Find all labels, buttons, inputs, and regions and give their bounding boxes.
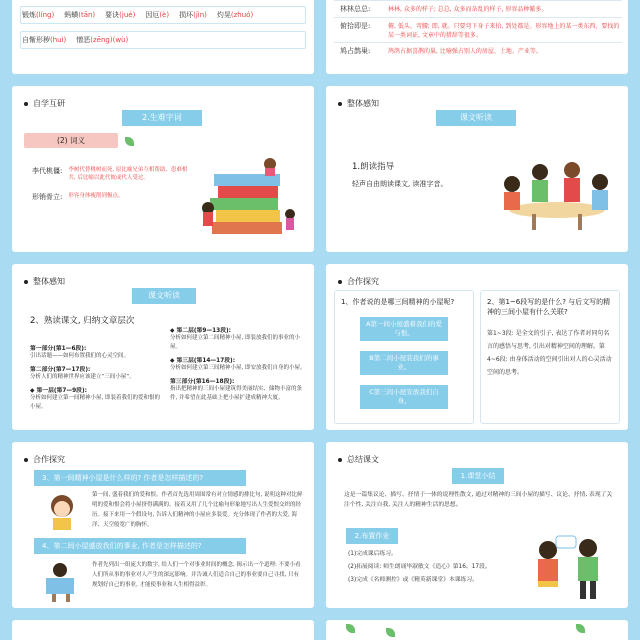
definition-row	[334, 0, 622, 17]
reading-group-illustration	[492, 144, 622, 234]
definition-row	[334, 42, 622, 59]
bullet-icon	[24, 102, 28, 106]
term-label: 李代桃僵:	[32, 167, 63, 175]
definition-term: 俯拾即是:	[340, 22, 371, 30]
bullet-icon	[24, 458, 28, 462]
section-desc: 引出话题——如何布置我们的心灵空间。	[30, 353, 130, 359]
definition-term: 林林总总:	[340, 5, 371, 13]
leaf-icon	[125, 137, 134, 146]
definition-text: 鸠鸽占据喜鹊的巢, 比喻强占别人的房屋、土地、产业等。	[388, 48, 542, 55]
word-text: 灼晃	[216, 11, 231, 19]
homework-item: (1)完成课后练习。	[348, 551, 397, 557]
homework-list	[348, 550, 508, 589]
answer-list	[341, 317, 467, 409]
answer-button: A第一间小屋盛着我们的爱与恨。	[360, 317, 448, 341]
section-label: 第二部分(第7—17段):	[30, 367, 91, 373]
books-illustration	[198, 152, 302, 242]
question-card-2	[480, 290, 620, 424]
term-item	[32, 192, 192, 202]
slide-next-right	[326, 620, 628, 640]
word-text: 损坏	[179, 11, 194, 19]
pinyin-row-2	[22, 35, 128, 45]
term-label: 形销骨立:	[32, 193, 63, 201]
pinyin-text: (zhuó)	[230, 11, 254, 19]
question-4-pill: 4、第二间小屋盛放我们的事业, 作者是怎样描述的?	[34, 538, 246, 554]
slide-vocab-pinyin	[12, 0, 314, 74]
subheading-bar: (2) 词义	[24, 133, 118, 148]
slide-self-study	[12, 86, 314, 252]
bullet-icon	[338, 458, 342, 462]
word-text: 因厄	[145, 11, 160, 19]
leaf-icon	[346, 624, 355, 633]
homework-item: (2)拓展阅读: 师生朗诵毕淑敏文《造心》第16、17段。	[348, 564, 491, 570]
pinyin-row-1	[22, 10, 253, 20]
slide-overall-reading	[326, 86, 628, 252]
pinyin-word	[22, 35, 66, 45]
bullet-icon	[338, 280, 342, 284]
slide-structure	[12, 264, 314, 430]
pinyin-word	[64, 10, 95, 20]
pinyin-word	[105, 10, 135, 20]
slide-next-left	[12, 620, 314, 640]
pinyin-text: (è)	[159, 11, 170, 19]
pinyin-text: (líng)	[36, 11, 55, 19]
slide-header: 合作探究	[24, 454, 65, 465]
section-desc: 分析如何建立第二间精神小屋, 即装放我们的事业的小屋。	[170, 335, 300, 350]
pinyin-word	[179, 10, 207, 20]
term-item	[32, 166, 192, 182]
definition-term: 鸠占鹊巢:	[340, 47, 371, 55]
slide-vocab-meaning	[326, 0, 628, 74]
pinyin-word	[22, 10, 54, 20]
word-text: 憎恶	[76, 36, 91, 44]
term-meaning: 形容身体瘦削到极点。	[68, 193, 124, 199]
section-label: ◆ 第三层(第14—17段):	[170, 358, 236, 364]
answer-button: C第三间小屋安放我们自身。	[360, 385, 448, 409]
structure-title: 2、熟读课文, 归纳文章层次	[30, 316, 135, 326]
structure-right-column	[170, 322, 306, 403]
definition-text: 俯, 低头、弯腰; 即, 就。只要弯下身子来拾, 到处都是。形容地上的某一类东西、要找的某一类词证, 文章中的措辞等很多。	[388, 23, 620, 39]
structure-left-column	[30, 340, 160, 412]
word-text: 自惭形秽	[22, 36, 50, 44]
child-icon	[42, 492, 82, 532]
slide-cooperative-1	[326, 264, 628, 430]
word-text: 要诀	[105, 11, 120, 19]
pinyin-text: (jìn)	[193, 11, 207, 19]
word-text: 锻炼	[22, 11, 36, 19]
answer-4: 作者先列出一组庞大的数字, 给人们一个对事业时间的概念, 揭示出一个道理: 不要小看人们所从事的事业对人产生的深远影响。并告诫人们适合自己的事业要自己寻找, 只有规划好自己的事业, 才能使事业和人生相得益彰。	[92, 562, 301, 588]
section-pill: 课文听读	[132, 288, 196, 304]
slide-summary	[326, 442, 628, 608]
leaf-icon	[386, 628, 395, 637]
pinyin-text: (jué)	[119, 11, 136, 19]
slide-header: 自学互研	[24, 98, 65, 109]
question-3-pill: 3、第一间精神小屋是什么样的? 作者是怎样描述的?	[34, 470, 246, 486]
pinyin-text: (tān)	[78, 11, 96, 19]
slide-header: 整体感知	[338, 98, 379, 109]
section-label: 第一部分(第1—6段):	[30, 346, 87, 352]
reading-guide-text: 轻声自由朗读课文, 读准字音。	[352, 180, 448, 188]
slide-header: 合作探究	[338, 276, 379, 287]
section-label: ◆ 第二层(第9—13段):	[170, 328, 231, 334]
section-desc: 分析人们的精神世界应该建立“三间小屋”。	[30, 374, 135, 380]
question-card-1	[334, 290, 474, 424]
word-text: 蚂蟥	[64, 11, 79, 19]
answer-2: 第1~3段: 是全文的引子, 表达了作者对同句名言的感悟与思考, 引出对精神空间的理解。第4~6段: 由身体活动的空间引出对人的心灵活动空间的思考。	[487, 330, 612, 376]
section-desc: 指出把精神的三间小屋建筑得美丽结实、储物丰富的条件, 并希望在此基础上把小屋扩建成精神大厦。	[170, 386, 303, 401]
definition-row	[334, 17, 622, 42]
definition-text: 林林, 众多的样子; 总总, 众多而杂乱的样子, 形容品种繁多。	[388, 6, 548, 13]
section-pill: 课文听读	[436, 110, 516, 126]
homework-item: (3)完成《名师测控》或《精英新课堂》本课练习。	[348, 577, 478, 583]
slide-header: 整体感知	[24, 276, 65, 287]
answer-3: 第一间, 盛着我们的爱和恨。作者首先选用周围常有对立情感的排比句, 说明这种对比鲜明的爱和恨会将小屋挤得满满的。接着又用了几个比喻句形象地写出人生爱恨交织的经历。接下来用一个假设句, 告诉人们精神的小屋应多装爱。充分体现了作者的大爱, 海洋、天空般宽广的胸怀。	[92, 492, 303, 528]
section-label: ◆ 第一层(第7—9段):	[30, 388, 87, 394]
pinyin-word	[76, 35, 128, 45]
term-meaning: 李树代替桃树而死, 原比喻兄弟互相帮助、患难相共, 后比喻以此代彼或代人受过。	[68, 167, 188, 181]
summary-text: 这是一篇集议论、描写、抒情于一体的说理性散文, 通过对精神的三间小屋的描写、议论、抒情, 表现了关注个性, 关注自我, 关注人的精神生活的思想。	[344, 492, 613, 508]
slide-cooperative-2	[12, 442, 314, 608]
homework-pill: 2.布置作业	[346, 528, 398, 544]
pinyin-word	[145, 10, 169, 20]
term-list	[32, 166, 192, 202]
reading-child-icon	[38, 560, 84, 604]
leaf-icon	[576, 624, 585, 633]
answer-button: B第二间小屋装我们的事业。	[360, 351, 448, 375]
bullet-icon	[24, 280, 28, 284]
pinyin-text: (huì)	[50, 36, 67, 44]
section-desc: 分析如何建立第三间精神小屋, 即安放我们自身的小屋。	[170, 365, 306, 371]
definition-table	[334, 0, 622, 59]
slide-header: 总结课文	[338, 454, 379, 465]
section-pill: 2.生难字词	[122, 110, 202, 126]
teacher-student-illustration	[522, 534, 618, 604]
section-desc: 分析如何建立第一间精神小屋, 即装着我们的爱和恨的小屋。	[30, 395, 160, 410]
pinyin-text: (zēng)(wù)	[90, 36, 129, 44]
pinyin-word	[217, 10, 253, 20]
bullet-icon	[338, 102, 342, 106]
section-label: 第三部分(第16—18段):	[170, 379, 235, 385]
reading-guide-title: 1.朗读指导	[352, 162, 395, 172]
question-2: 2、第1~6段写的是什么? 与后文写的精神的三间小屋有什么关联?	[487, 298, 611, 316]
summary-pill: 1.课堂小结	[452, 468, 504, 484]
question-1: 1、作者说的是哪三间精神的小屋呢?	[341, 298, 455, 306]
